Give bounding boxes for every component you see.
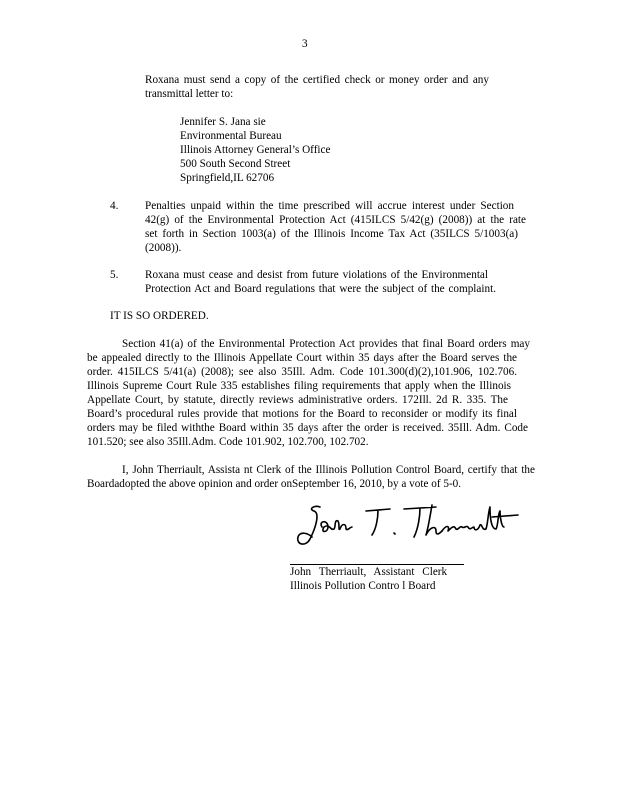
item-4-number: 4. (110, 200, 119, 212)
appeal-line-1: Section 41(a) of the Environmental Protection Act provides that final Board orders may (122, 338, 530, 350)
certification-line-2: Boardadopted the above opinion and order onSeptember 16, 2010, by a vote of 5-0. (87, 478, 462, 490)
appeal-line-6: Board’s procedural rules provide that motions for the Board to reconsider or modify its final (87, 408, 517, 420)
signature-image (286, 497, 531, 551)
address-line-bureau: Environmental Bureau (180, 130, 282, 142)
page-number: 3 (302, 38, 308, 50)
item-4-line-2: 42(g) of the Environmental Protection Act (415ILCS 5/42(g) (2008)) at the rate (145, 214, 526, 226)
item-5-line-1: Roxana must cease and desist from future violations of the Environmental (145, 269, 488, 281)
item-4-line-1: Penalties unpaid within the time prescribed will accrue interest under Section (145, 200, 514, 212)
address-line-city: Springfield,IL 62706 (180, 172, 275, 184)
item-5-number: 5. (110, 269, 119, 281)
item-4-line-3: set forth in Section 1003(a) of the Illinois Income Tax Act (35ILCS 5/1003(a) (145, 228, 518, 240)
appeal-line-7: orders may be filed withthe Board within 35 days after the order is received. 35Ill. Adm. Code (87, 422, 528, 434)
address-line-name: Jennifer S. Jana sie (180, 116, 266, 128)
send-copy-line-1: Roxana must send a copy of the certified check or money order and any (145, 74, 489, 86)
appeal-line-4: Illinois Supreme Court Rule 335 establishes filing requirements that apply when the Illinois (87, 380, 511, 392)
item-5-line-2: Protection Act and Board regulations that were the subject of the complaint. (145, 283, 496, 295)
appeal-line-3: order. 415ILCS 5/41(a) (2008); see also 35Ill. Adm. Code 101.300(d)(2),101.906, 102.706. (87, 366, 517, 378)
appeal-line-5: Appellate Court, by statute, directly reviews administrative orders. 172Ill. 2d R. 335. The (87, 394, 508, 406)
appeal-line-8: 101.520; see also 35Ill.Adm. Code 101.902, 102.700, 102.702. (87, 436, 369, 448)
address-line-street: 500 South Second Street (180, 158, 291, 170)
signatory-name: John Therriault, Assistant Clerk (290, 566, 448, 578)
address-line-office: Illinois Attorney General’s Office (180, 144, 331, 156)
certification-line-1: I, John Therriault, Assista nt Clerk of the Illinois Pollution Control Board, certify that the (122, 464, 535, 476)
send-copy-line-2: transmittal letter to: (145, 88, 234, 100)
signatory-organization: Illinois Pollution Contro l Board (290, 580, 436, 592)
appeal-line-2: be appealed directly to the Illinois Appellate Court within 35 days after the Board serves the (87, 352, 517, 364)
so-ordered: IT IS SO ORDERED. (110, 310, 209, 322)
item-4-line-4: (2008)). (145, 242, 182, 254)
